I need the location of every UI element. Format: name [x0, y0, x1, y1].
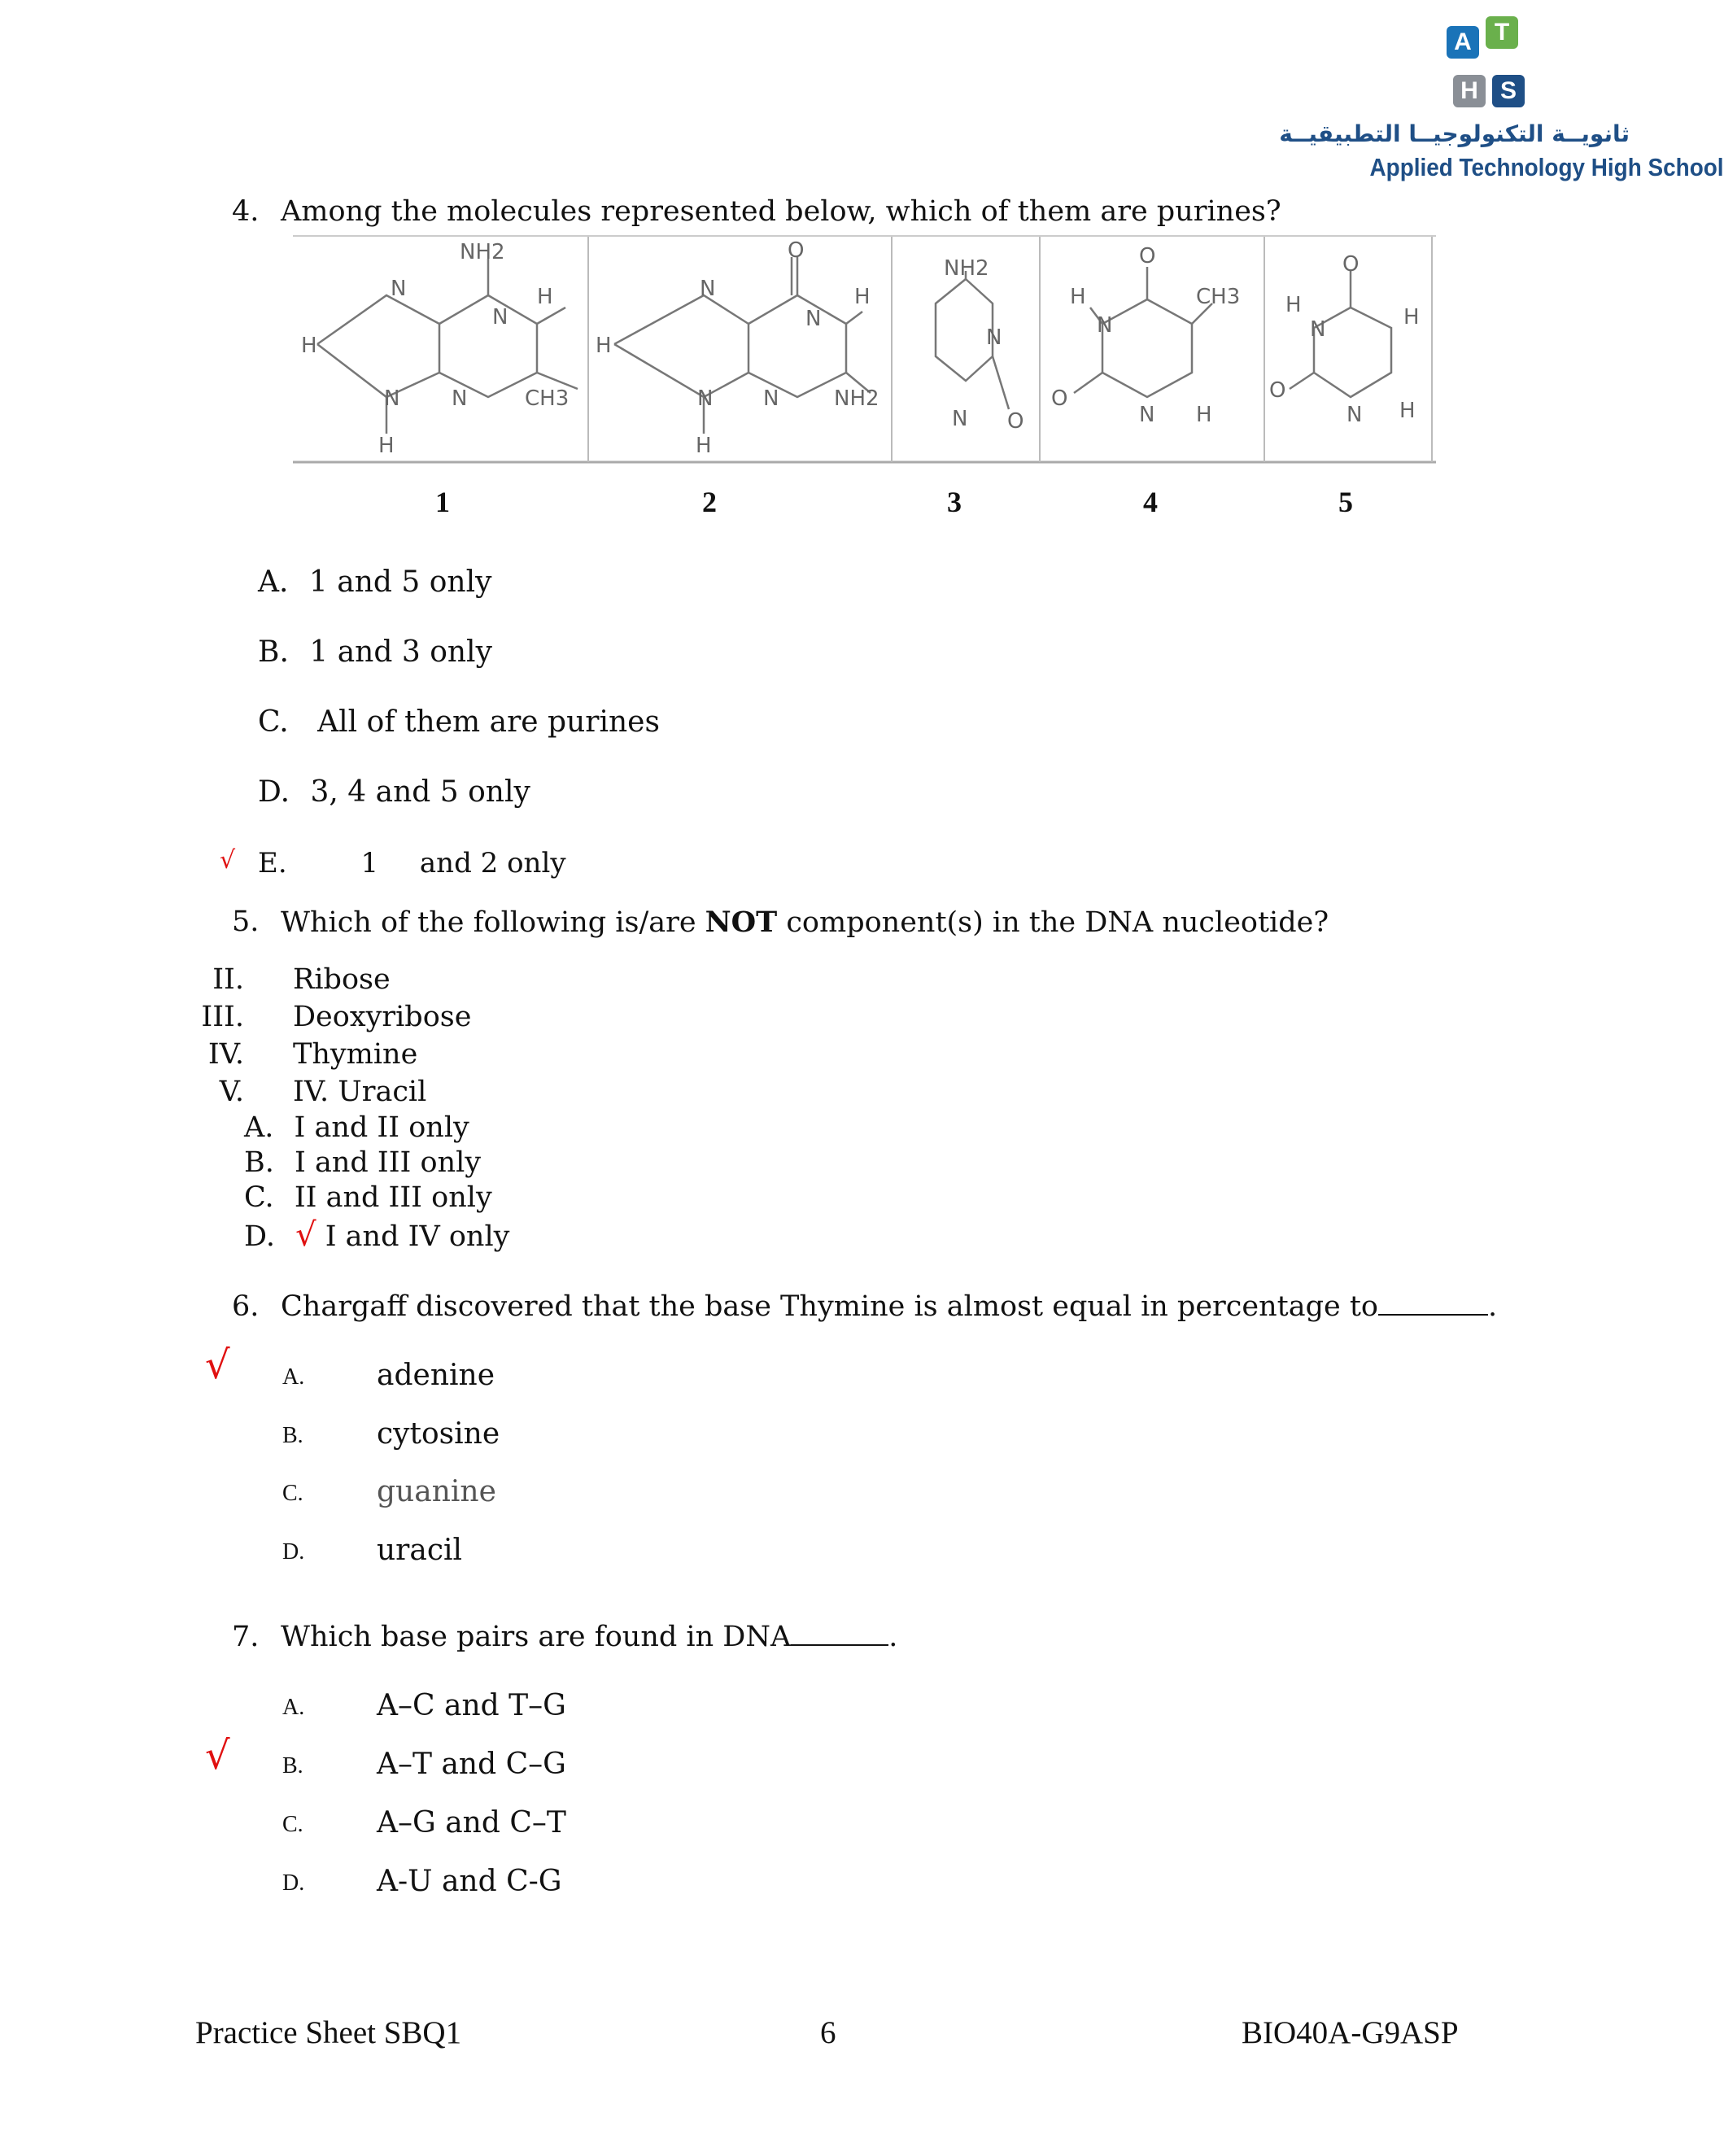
q7-option-a-letter: A.	[282, 1695, 305, 1720]
molecule-label-3: 3	[947, 486, 962, 518]
question-5-text	[281, 906, 1329, 939]
molecule-3-atom-o: O	[1007, 409, 1024, 434]
molecule-2-atom-h: H	[854, 285, 871, 309]
option-text: 1 and 5 only	[308, 565, 492, 599]
molecule-4-atom-h: H	[1070, 285, 1086, 309]
q7-option-a[interactable]: A–C and T–G	[377, 1689, 566, 1722]
q4-option-a[interactable]	[258, 565, 491, 599]
molecule-figure	[293, 234, 1436, 464]
option-text: I and III only	[295, 1146, 482, 1179]
q7-option-b[interactable]: A–T and C–G	[377, 1748, 566, 1781]
molecule-1-atom-h: H	[301, 334, 317, 358]
molecule-1-atom-h: H	[537, 285, 553, 309]
option-letter: B.	[258, 635, 289, 669]
q6-option-b-letter: B.	[282, 1423, 303, 1448]
q6-check-icon: √	[205, 1342, 230, 1388]
molecule-4-atom-o: O	[1139, 244, 1156, 268]
molecule-3-atom-n: N	[986, 325, 1002, 350]
option-letter: E.	[258, 847, 287, 879]
logo-letter-a: A	[1447, 26, 1479, 59]
option-text: I and II only	[294, 1111, 469, 1144]
question-4-number: 4.	[232, 195, 260, 228]
q4-option-b[interactable]	[258, 635, 492, 669]
q5-item-numeral: III.	[201, 1001, 244, 1033]
molecule-3-atom-n: N	[952, 407, 968, 431]
option-letter: D.	[244, 1220, 275, 1253]
q5-option-c[interactable]	[244, 1181, 492, 1214]
option-text: 1 and 3 only	[309, 635, 492, 669]
molecule-1-atom-n: N	[452, 386, 468, 411]
q4-option-d[interactable]	[258, 775, 530, 809]
molecule-4-atom-ch3: CH3	[1196, 285, 1241, 309]
molecule-1-atom-n: N	[384, 386, 400, 411]
q7-option-c-letter: C.	[282, 1812, 303, 1837]
molecule-2-atom-o: O	[788, 238, 805, 263]
q6-option-c[interactable]: guanine	[377, 1475, 496, 1508]
molecule-label-4: 4	[1143, 486, 1158, 518]
option-text: II and III only	[294, 1181, 492, 1214]
molecule-5-atom-h: H	[1285, 293, 1302, 317]
q4-option-e[interactable]	[258, 847, 566, 879]
option-text: I and IV only	[325, 1220, 510, 1253]
molecule-2-atom-h: H	[596, 334, 612, 358]
question-7-text-body: Which base pairs are found in DNA	[281, 1621, 792, 1653]
molecule-2-atom-n: N	[700, 277, 716, 301]
question-5-text-end: component(s) in the DNA nucleotide?	[777, 906, 1329, 939]
question-6-text	[281, 1290, 1497, 1323]
question-7-number: 7.	[232, 1621, 260, 1653]
option-letter: A.	[244, 1111, 274, 1144]
molecule-label-1: 1	[435, 486, 450, 518]
molecule-2-atom-h: H	[696, 434, 712, 458]
q7-option-b-letter: B.	[282, 1753, 303, 1778]
molecule-1-atom-ch3: CH3	[525, 386, 570, 411]
answer-blank	[1378, 1314, 1488, 1316]
question-4-text: Among the molecules represented below, which of them are purines?	[281, 195, 1281, 228]
logo-english-name: Applied Technology High School	[1369, 153, 1724, 181]
molecule-3-atom-nh2: NH2	[944, 256, 989, 281]
q5-option-a[interactable]	[244, 1111, 469, 1144]
q5-item-numeral: V.	[219, 1076, 244, 1108]
q7-check-icon: √	[205, 1733, 230, 1778]
molecule-2-atom-n: N	[697, 386, 714, 411]
molecule-1-atom-h: H	[378, 434, 395, 458]
question-7-end: .	[888, 1621, 898, 1653]
q5-item-text: Ribose	[293, 963, 391, 996]
molecule-5-atom-n: N	[1346, 403, 1363, 427]
molecule-1-atom-n: N	[391, 277, 407, 301]
option-text: and 2 only	[419, 847, 566, 879]
q4-check-icon: √	[220, 846, 236, 875]
question-7-text	[281, 1621, 897, 1653]
q6-option-a[interactable]: adenine	[377, 1359, 495, 1392]
q6-option-d[interactable]: uracil	[377, 1534, 463, 1567]
q6-option-d-letter: D.	[282, 1539, 305, 1565]
molecule-2-structure	[614, 257, 871, 434]
q6-option-c-letter: C.	[282, 1481, 303, 1506]
question-6-end: .	[1487, 1290, 1498, 1323]
footer-course-code: BIO40A-G9ASP	[1242, 2015, 1459, 2050]
q7-option-d-letter: D.	[282, 1870, 305, 1896]
molecule-4-atom-h: H	[1196, 403, 1212, 427]
molecule-1-atom-nh2: NH2	[460, 240, 505, 264]
molecule-1-atom-n: N	[492, 305, 508, 330]
logo-letter-t: T	[1486, 16, 1518, 49]
q5-item-numeral: IV.	[207, 1038, 244, 1071]
option-letter: C.	[244, 1181, 274, 1214]
answer-blank	[791, 1644, 888, 1646]
question-6-text-body: Chargaff discovered that the base Thymine is almost equal in percentage to	[281, 1290, 1378, 1323]
question-5-emphasis: NOT	[705, 906, 778, 939]
q6-option-b[interactable]: cytosine	[377, 1417, 500, 1451]
question-5-number: 5.	[232, 906, 260, 938]
molecule-5-atom-h: H	[1403, 305, 1420, 330]
option-letter: D.	[258, 775, 290, 809]
question-5-text-start: Which of the following is/are	[281, 906, 705, 939]
q6-option-a-letter: A.	[282, 1364, 305, 1390]
molecule-2-atom-n: N	[763, 386, 779, 411]
option-letter: C.	[258, 705, 289, 739]
molecule-label-2: 2	[702, 486, 717, 518]
logo-letter-h: H	[1453, 75, 1486, 107]
q5-option-d[interactable]	[244, 1216, 509, 1254]
option-letter: A.	[258, 565, 289, 599]
molecule-label-5: 5	[1338, 486, 1353, 518]
footer-document-title: Practice Sheet SBQ1	[195, 2015, 462, 2050]
q7-option-c[interactable]: A–G and C–T	[377, 1806, 566, 1840]
q5-item-text: Thymine	[293, 1038, 418, 1071]
molecule-4-atom-n: N	[1097, 313, 1113, 338]
molecule-4-atom-n: N	[1139, 403, 1155, 427]
question-6-number: 6.	[232, 1290, 260, 1323]
q5-option-b[interactable]	[244, 1146, 481, 1179]
molecule-2-atom-nh2: NH2	[834, 386, 879, 411]
q5-item-text: Deoxyribose	[293, 1001, 472, 1033]
molecule-4-atom-o: O	[1051, 386, 1068, 411]
q5-item-text: IV. Uracil	[293, 1076, 427, 1108]
molecule-5-atom-n: N	[1310, 317, 1326, 342]
option-text: 3, 4 and 5 only	[310, 775, 530, 809]
molecule-5-atom-h: H	[1399, 399, 1416, 423]
molecule-5-atom-o: O	[1269, 378, 1286, 403]
q5-item-numeral: II.	[212, 963, 244, 996]
q5-check-icon: √	[295, 1216, 316, 1254]
option-letter: B.	[244, 1146, 274, 1179]
molecule-2-atom-n: N	[805, 307, 822, 331]
molecule-5-structure	[1290, 271, 1391, 397]
molecule-5-atom-o: O	[1342, 252, 1360, 277]
molecule-4-structure	[1074, 267, 1212, 397]
logo-letter-s: S	[1492, 75, 1525, 107]
footer-page-number: 6	[820, 2015, 836, 2050]
logo-arabic-name: ثانويــة التكنولوجيــا التطبيقيــة	[1279, 120, 1630, 147]
option-text: All of them are purines	[317, 705, 660, 739]
q7-option-d[interactable]: A-U and C-G	[377, 1865, 562, 1898]
q4-option-c[interactable]	[258, 705, 660, 739]
option-text-number: 1	[360, 847, 379, 879]
